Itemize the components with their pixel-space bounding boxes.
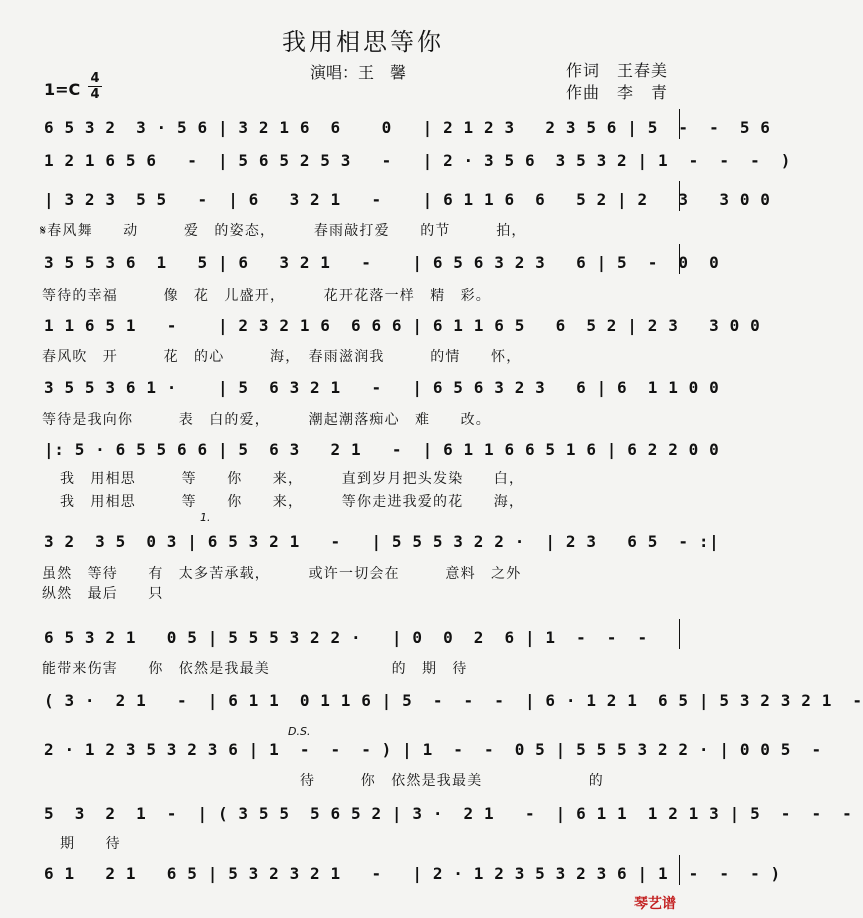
notation-row [40, 187, 771, 213]
lyricist-credit: 作词 王春美 [566, 61, 669, 80]
notation-row [40, 801, 853, 827]
notation-row [40, 115, 771, 141]
lyric-line: 等待是我向你 表 白的爱， 潮起潮落痴心 难 改。 [42, 412, 491, 428]
meter-top: 4 [90, 71, 100, 86]
notation-text: 6 5 3 2 1 0 5 | 5 5 5 3 2 2 · | 0 0 2 6 | 1 - - - [44, 628, 648, 647]
lyric-line: 𝄋春风舞 动 爱 的姿态， 春雨敲打爱 的节 拍， [40, 223, 527, 239]
time-signature [88, 72, 102, 101]
notation-row [40, 688, 863, 714]
barline [679, 244, 680, 274]
notation-row [40, 529, 720, 555]
lyric-line: 纵然 最后 只 [42, 586, 164, 602]
lyric-line: 我 用相思 等 你 来， 等你走进我爱的花 海， [60, 494, 525, 510]
notation-text: 5 3 2 1 - | ( 3 5 5 5 6 5 2 | 3 · 2 1 - | 6 1 1 1 2 1 3 | 5 - - - [44, 804, 853, 823]
song-title: 我用相思等你 [282, 28, 444, 56]
meter-bottom: 4 [90, 87, 100, 102]
notation-text: 3 5 5 3 6 1 5 | 6 3 2 1 - | 6 5 6 3 2 3 6 | 5 - 0 0 [44, 253, 720, 272]
notation-text: | 3 2 3 5 5 - | 6 3 2 1 - | 6 1 1 6 6 5 2 | 2 3 3 0 0 [44, 190, 771, 209]
ds-mark: D.S. [288, 725, 311, 738]
key-signature: 1=C [44, 80, 81, 99]
notation-row [40, 313, 761, 339]
notation-text: |: 5 · 6 5 5 6 6 | 5 6 3 2 1 - | 6 1 1 6 6 5 1 6 | 6 2 2 0 0 [44, 440, 720, 459]
notation-row [40, 861, 781, 887]
site-logo: 琴艺谱 [634, 896, 676, 912]
notation-row [40, 625, 680, 651]
notation-row [40, 250, 720, 276]
notation-text: 6 5 3 2 3 · 5 6 | 3 2 1 6 6 0 | 2 1 2 3 2 3 5 6 | 5 - - 5 6 [44, 118, 771, 137]
barline [679, 619, 680, 649]
lyric-line: 待 你 依然是我最美 的 [300, 773, 604, 789]
lyric-line: 等待的幸福 像 花 儿盛开， 花开花落一样 精 彩。 [42, 288, 491, 304]
notation-text: ( 3 · 2 1 - | 6 1 1 0 1 1 6 | 5 - - - | 6 · 1 2 1 6 5 | 5 3 2 3 2 1 - [44, 691, 863, 710]
lyric-line: 我 用相思 等 你 来， 直到岁月把头发染 白， [60, 471, 525, 487]
lyric-line: 春风吹 开 花 的心 海， 春雨滋润我 的情 怀， [42, 349, 522, 365]
notation-row [40, 375, 720, 401]
notation-text: 3 5 5 3 6 1 · | 5 6 3 2 1 - | 6 5 6 3 2 3 6 | 6 1 1 0 0 [44, 378, 720, 397]
volta-mark: 1. [200, 511, 211, 524]
notation-text: 3 2 3 5 0 3 | 6 5 3 2 1 - | 5 5 5 3 2 2 · | 2 3 6 5 - :| [44, 532, 720, 551]
notation-text: 1 1 6 5 1 - | 2 3 2 1 6 6 6 6 | 6 1 1 6 5 6 5 2 | 2 3 3 0 0 [44, 316, 761, 335]
singer-credit: 演唱：王 馨 [310, 63, 407, 82]
barline [679, 855, 680, 885]
lyric-line: 能带来伤害 你 依然是我最美 的 期 待 [42, 661, 468, 677]
notation-text: 2 · 1 2 3 5 3 2 3 6 | 1 - - - ) | 1 - - 0 5 | 5 5 5 3 2 2 · | 0 0 5 - [44, 740, 822, 759]
notation-text: 6 1 2 1 6 5 | 5 3 2 3 2 1 - | 2 · 1 2 3 5 3 2 3 6 | 1 - - - ) [44, 864, 781, 883]
notation-text: 1 2 1 6 5 6 - | 5 6 5 2 5 3 - | 2 · 3 5 6 3 5 3 2 | 1 - - - ) [44, 151, 791, 170]
barline [679, 109, 680, 139]
notation-row [40, 437, 720, 463]
notation-row [40, 148, 791, 174]
lyric-line: 期 待 [60, 836, 121, 852]
composer-credit: 作曲 李 青 [566, 83, 669, 102]
barline [679, 181, 680, 211]
notation-row [40, 737, 822, 763]
lyric-line: 虽然 等待 有 太多苦承载， 或许一切会在 意料 之外 [42, 566, 522, 582]
